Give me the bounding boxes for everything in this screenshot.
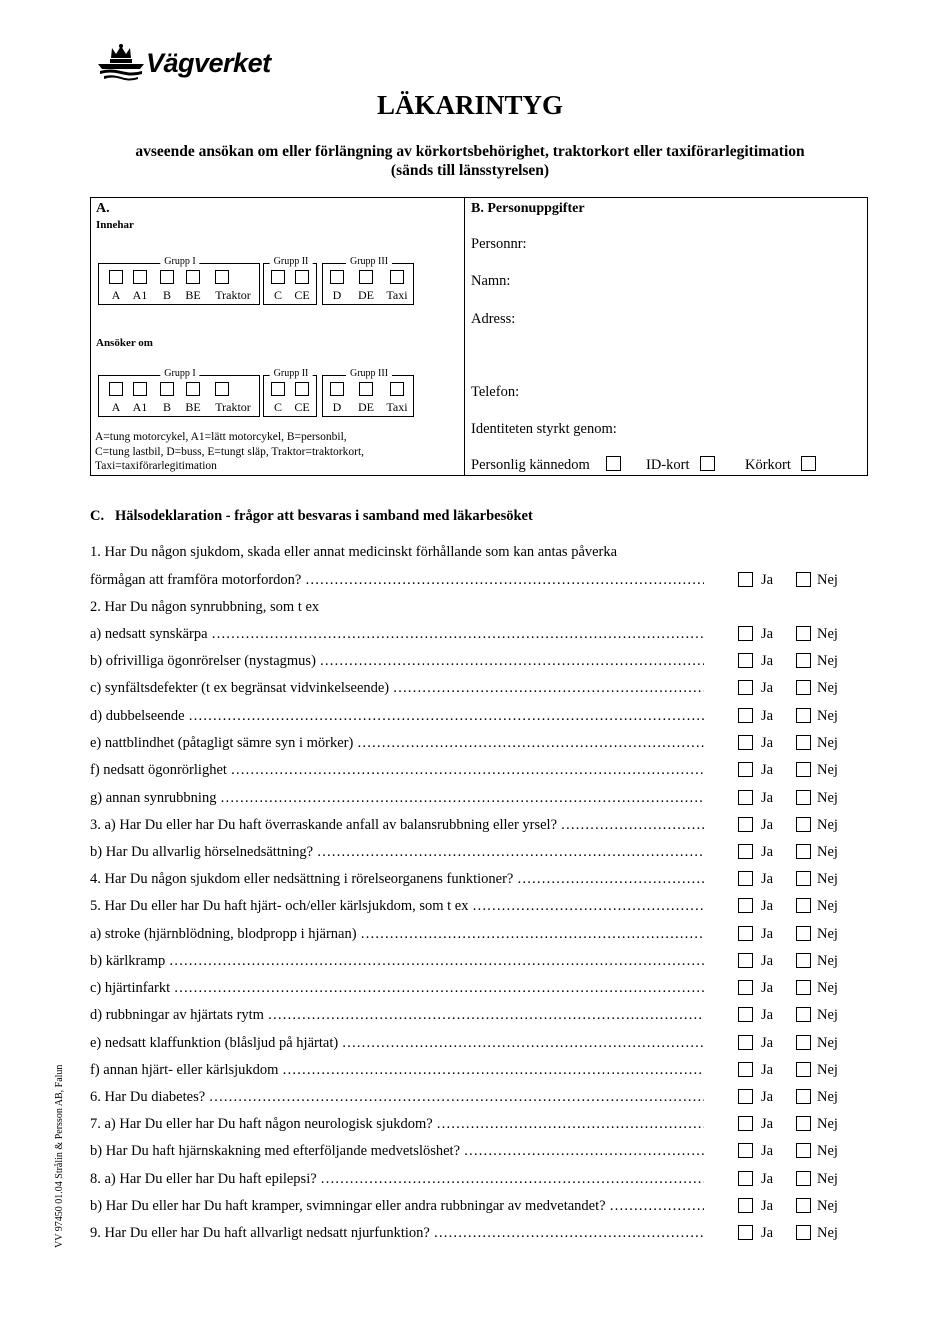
answer-no-label: Nej [817,1116,838,1132]
answer-no-checkbox[interactable] [796,653,811,668]
answer-no-label: Nej [817,1171,838,1187]
answer-yes-label: Ja [761,1116,774,1132]
innehar-checkbox-traktor[interactable] [215,270,229,284]
answer-no-checkbox[interactable] [796,708,811,723]
answer-yes-checkbox[interactable] [738,1062,753,1077]
legend-line: Taxi=taxiförarlegitimation [95,460,217,472]
answer-yes-label: Ja [761,735,774,751]
answer-yes-label: Ja [761,953,774,969]
answer-no-checkbox[interactable] [796,1089,811,1104]
question-text: f) nedsatt ögonrörlighet ……………………………………………………………………………………………………………………………………………………………………………… [90,762,704,779]
category-label: Taxi [386,400,408,414]
id-option-idkort-label: ID-kort [646,457,690,473]
ansoker-label: Ansöker om [96,337,153,349]
answer-yes-checkbox[interactable] [738,653,753,668]
question-text: a) nedsatt synskärpa ……………………………………………………………………………………………………………………………………………………………………………… [90,626,704,643]
answer-yes-label: Ja [761,926,774,942]
id-personlig-checkbox[interactable] [606,456,621,471]
question-text: 9. Har Du eller har Du haft allvarligt nedsatt njurfunktion? ……………………………………………………………………………………………………………………………………………………………………………… [90,1225,704,1242]
group-label: Grupp I [160,256,199,267]
answer-no-label: Nej [817,1198,838,1214]
id-option-korkort-label: Körkort [745,457,791,473]
answer-no-label: Nej [817,980,838,996]
answer-yes-checkbox[interactable] [738,953,753,968]
answer-yes-checkbox[interactable] [738,898,753,913]
answer-yes-checkbox[interactable] [738,762,753,777]
question-text: c) synfältsdefekter (t ex begränsat vidvinkelseende) ……………………………………………………………………………………………………………………………………………………………………………… [90,680,704,697]
category-label: A [111,288,121,302]
innehar-checkbox-be[interactable] [186,270,200,284]
section-a-heading: A. [96,201,110,216]
question-text: 7. a) Har Du eller har Du haft någon neurologisk sjukdom? ……………………………………………………………………………………………………………………………………………………………………………… [90,1116,704,1133]
answer-no-label: Nej [817,572,838,588]
ansoker-checkbox-be[interactable] [186,382,200,396]
answer-yes-checkbox[interactable] [738,1007,753,1022]
category-label: DE [358,400,374,414]
page-title: LÄKARINTYG [376,90,564,120]
question-text: 4. Har Du någon sjukdom eller nedsättning i rörelseorganens funktioner? ……………………………………………………………………………………………………………………………………………………………………………… [90,871,704,888]
answer-yes-checkbox[interactable] [738,1089,753,1104]
answer-no-checkbox[interactable] [796,1007,811,1022]
question-text: b) kärlkramp ……………………………………………………………………………………………………………………………………………………………………………… [90,953,704,970]
section-divider [464,197,465,476]
answer-no-checkbox[interactable] [796,1116,811,1131]
answer-yes-checkbox[interactable] [738,1171,753,1186]
question-text: d) rubbningar av hjärtats rytm ……………………………………………………………………………………………………………………………………………………………………………… [90,1007,704,1024]
question-text: g) annan synrubbning ……………………………………………………………………………………………………………………………………………………………………………… [90,790,704,807]
answer-yes-label: Ja [761,708,774,724]
category-label: C [273,400,283,414]
category-label: CE [294,400,310,414]
answer-no-label: Nej [817,1143,838,1159]
answer-no-label: Nej [817,1062,838,1078]
answer-no-checkbox[interactable] [796,1062,811,1077]
answer-no-checkbox[interactable] [796,898,811,913]
question-text: b) Har Du haft hjärnskakning med efterföljande medvetslöshet? ……………………………………………………………………………………………………………………………………………………………………………… [90,1143,704,1160]
innehar-checkbox-b[interactable] [160,270,174,284]
answer-no-checkbox[interactable] [796,735,811,750]
answer-no-checkbox[interactable] [796,871,811,886]
answer-yes-checkbox[interactable] [738,1116,753,1131]
answer-no-checkbox[interactable] [796,1225,811,1240]
answer-yes-checkbox[interactable] [738,1143,753,1158]
answer-yes-label: Ja [761,790,774,806]
ansoker-checkbox-d[interactable] [330,382,344,396]
answer-no-label: Nej [817,817,838,833]
answer-no-label: Nej [817,626,838,642]
answer-yes-checkbox[interactable] [738,626,753,641]
answer-no-checkbox[interactable] [796,790,811,805]
page-subtitle [0,142,940,180]
answer-no-checkbox[interactable] [796,817,811,832]
question-text: 6. Har Du diabetes? ……………………………………………………………………………………………………………………………………………………………………………… [90,1089,704,1106]
answer-no-label: Nej [817,735,838,751]
answer-no-label: Nej [817,762,838,778]
answer-yes-checkbox[interactable] [738,790,753,805]
category-label: D [332,288,342,302]
category-legend [95,430,364,474]
answer-yes-checkbox[interactable] [738,680,753,695]
brand-name: Vägverket [146,48,271,78]
namn-label: Namn: [471,273,511,289]
ansoker-checkbox-b[interactable] [160,382,174,396]
group-label: Grupp II [270,256,313,267]
ansoker-checkbox-taxi[interactable] [390,382,404,396]
legend-line: C=tung lastbil, D=buss, E=tungt släp, Traktor=traktorkort, [95,445,365,458]
answer-no-checkbox[interactable] [796,762,811,777]
answer-no-label: Nej [817,953,838,969]
answer-yes-checkbox[interactable] [738,844,753,859]
answer-no-checkbox[interactable] [796,680,811,695]
question-2-intro: 2. Har Du någon synrubbning, som t ex [90,599,320,615]
adress-label: Adress: [471,311,516,327]
answer-no-checkbox[interactable] [796,1143,811,1158]
category-label: Traktor [215,400,251,414]
answer-yes-label: Ja [761,1143,774,1159]
answer-no-label: Nej [817,790,838,806]
answer-no-label: Nej [817,680,838,696]
ansoker-checkbox-traktor[interactable] [215,382,229,396]
answer-yes-label: Ja [761,1225,774,1241]
answer-yes-label: Ja [761,844,774,860]
identitet-label: Identiteten styrkt genom: [471,421,617,437]
group-label: Grupp I [160,368,199,379]
personnr-label: Personnr: [471,236,527,252]
answer-yes-label: Ja [761,1198,774,1214]
question-text: e) nedsatt klaffunktion (blåsljud på hjärtat) ……………………………………………………………………………………………………………………………………………………………………………… [90,1035,704,1052]
answer-no-label: Nej [817,1035,838,1051]
answer-no-label: Nej [817,708,838,724]
answer-yes-label: Ja [761,817,774,833]
answer-yes-label: Ja [761,762,774,778]
answer-yes-checkbox[interactable] [738,1035,753,1050]
section-c-heading [90,508,533,525]
answer-yes-checkbox[interactable] [738,1198,753,1213]
question-text: 5. Har Du eller har Du haft hjärt- och/eller kärlsjukdom, som t ex ……………………………………………………………………………………………………………………………………………………………………………… [90,898,704,915]
ansoker-checkbox-a1[interactable] [133,382,147,396]
answer-no-checkbox[interactable] [796,980,811,995]
ansoker-checkbox-a[interactable] [109,382,123,396]
innehar-checkbox-taxi[interactable] [390,270,404,284]
answer-yes-label: Ja [761,1062,774,1078]
answer-no-label: Nej [817,1089,838,1105]
answer-yes-label: Ja [761,1089,774,1105]
answer-yes-checkbox[interactable] [738,572,753,587]
category-label: CE [294,288,310,302]
section-c-number: C. [90,508,105,524]
id-korkort-checkbox[interactable] [801,456,816,471]
answer-yes-checkbox[interactable] [738,817,753,832]
question-1-line-1: 1. Har Du någon sjukdom, skada eller annat medicinskt förhållande som kan antas påverka [90,544,618,560]
innehar-checkbox-de[interactable] [359,270,373,284]
category-label: A [111,400,121,414]
subtitle-line-2: (sänds till länsstyrelsen) [390,162,550,179]
legend-line: A=tung motorcykel, A1=lätt motorcykel, B=personbil, [95,431,347,443]
ansoker-checkbox-ce[interactable] [295,382,309,396]
answer-yes-label: Ja [761,1035,774,1051]
category-label: A1 [132,288,148,302]
ansoker-checkbox-c[interactable] [271,382,285,396]
answer-no-checkbox[interactable] [796,1198,811,1213]
answer-no-label: Nej [817,1225,838,1241]
answer-no-label: Nej [817,898,838,914]
answer-no-checkbox[interactable] [796,953,811,968]
answer-yes-checkbox[interactable] [738,1225,753,1240]
category-label: D [332,400,342,414]
question-text: a) stroke (hjärnblödning, blodpropp i hjärnan) ……………………………………………………………………………………………………………………………………………………………………………… [90,926,704,943]
category-label: DE [358,288,374,302]
group-label: Grupp II [270,368,313,379]
question-text: 3. a) Har Du eller har Du haft överraskande anfall av balansrubbning eller yrsel? ……………………………………………………………………………………………………………………………………………………………………………… [90,817,704,834]
section-c-title: Hälsodeklaration - frågor att besvaras i samband med läkarbesöket [115,508,533,524]
answer-yes-checkbox[interactable] [738,708,753,723]
question-text: b) Har Du eller har Du haft kramper, svimningar eller andra rubbningar av medvetandet? ……………………………………………………………………………………………………………………………………………………………………………… [90,1198,704,1215]
answer-yes-label: Ja [761,653,774,669]
innehar-checkbox-ce[interactable] [295,270,309,284]
category-label: C [273,288,283,302]
category-label: Taxi [386,288,408,302]
answer-yes-label: Ja [761,871,774,887]
answer-no-checkbox[interactable] [796,572,811,587]
category-label: BE [185,400,201,414]
answer-yes-label: Ja [761,1007,774,1023]
category-label: B [162,400,172,414]
telefon-label: Telefon: [471,384,520,400]
innehar-label: Innehar [96,219,134,231]
category-label: Traktor [215,288,251,302]
question-text: c) hjärtinfarkt ……………………………………………………………………………………………………………………………………………………………………………… [90,980,704,997]
answer-yes-label: Ja [761,680,774,696]
id-idkort-checkbox[interactable] [700,456,715,471]
group-label: Grupp III [346,368,392,379]
id-option-personlig-label: Personlig kännedom [471,457,590,473]
answer-yes-checkbox[interactable] [738,871,753,886]
answer-yes-checkbox[interactable] [738,980,753,995]
category-label: A1 [132,400,148,414]
answer-no-label: Nej [817,1007,838,1023]
answer-yes-checkbox[interactable] [738,735,753,750]
answer-no-label: Nej [817,653,838,669]
answer-yes-label: Ja [761,626,774,642]
vagverket-crown-logo-icon [98,44,144,84]
question-text: f) annan hjärt- eller kärlsjukdom ……………………………………………………………………………………………………………………………………………………………………………… [90,1062,704,1079]
question-text: e) nattblindhet (påtagligt sämre syn i mörker) ……………………………………………………………………………………………………………………………………………………………………………… [90,735,704,752]
answer-yes-label: Ja [761,898,774,914]
answer-yes-checkbox[interactable] [738,926,753,941]
innehar-checkbox-d[interactable] [330,270,344,284]
question-text: 8. a) Har Du eller har Du haft epilepsi? ……………………………………………………………………………………………………………………………………………………………………………… [90,1171,704,1188]
answer-no-label: Nej [817,926,838,942]
category-label: B [162,288,172,302]
ansoker-checkbox-de[interactable] [359,382,373,396]
group-label: Grupp III [346,256,392,267]
answer-yes-label: Ja [761,1171,774,1187]
category-label: BE [185,288,201,302]
answer-no-label: Nej [817,844,838,860]
answer-no-checkbox[interactable] [796,1035,811,1050]
answer-no-checkbox[interactable] [796,926,811,941]
question-text: d) dubbelseende ……………………………………………………………………………………………………………………………………………………………………………… [90,708,704,725]
innehar-checkbox-a1[interactable] [133,270,147,284]
answer-no-checkbox[interactable] [796,626,811,641]
question-text: förmågan att framföra motorfordon? ……………………………………………………………………………………………………………………………………………………………………………… [90,572,704,589]
section-b-heading: B. Personuppgifter [471,201,585,216]
answer-no-checkbox[interactable] [796,1171,811,1186]
answer-yes-label: Ja [761,572,774,588]
innehar-checkbox-c[interactable] [271,270,285,284]
question-text: b) Har Du allvarlig hörselnedsättning? ……………………………………………………………………………………………………………………………………………………………………………… [90,844,704,861]
answer-no-label: Nej [817,871,838,887]
form-number-vertical: VV 97450 01.04 Strålin & Persson AB, Falun [54,1064,65,1248]
question-text: b) ofrivilliga ögonrörelser (nystagmus) ……………………………………………………………………………………………………………………………………………………………………………… [90,653,704,670]
answer-yes-label: Ja [761,980,774,996]
answer-no-checkbox[interactable] [796,844,811,859]
subtitle-line-1: avseende ansökan om eller förlängning av körkortsbehörighet, traktorkort eller taxiförarlegitimation [135,143,805,160]
innehar-checkbox-a[interactable] [109,270,123,284]
